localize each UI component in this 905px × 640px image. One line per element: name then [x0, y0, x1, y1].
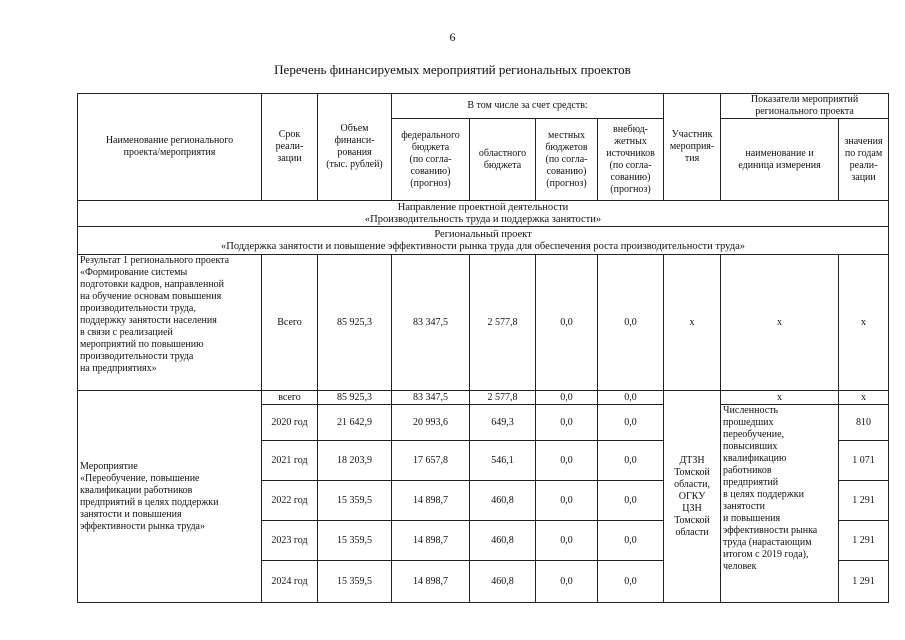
year-extra: 0,0 [598, 441, 664, 481]
year-federal: 17 657,8 [392, 441, 470, 481]
year-term: 2021 год [262, 441, 318, 481]
year-local: 0,0 [536, 405, 598, 441]
year-term: 2020 год [262, 405, 318, 441]
regional-project-line-1: Региональный проект [434, 228, 532, 240]
measure-indicator: Численность прошедших переобучение, повысивших квалификацию работников предприятий в целях поддержки занятости и повышения эффективности рынка труда (нарастающим итогом с 2019 года), человек [721, 405, 839, 603]
year-regional: 460,8 [470, 561, 536, 603]
document-title: Перечень финансируемых мероприятий региональных проектов [274, 62, 631, 77]
measure-participant: ДТЗН Томской области, ОГКУ ЦЗН Томской области [664, 391, 721, 603]
year-volume: 15 359,5 [318, 481, 392, 521]
year-value: 1 291 [839, 481, 889, 521]
measure-total-row [78, 391, 889, 405]
result-regional: 2 577,8 [470, 255, 536, 391]
result-federal: 83 347,5 [392, 255, 470, 391]
page-number: 6 [449, 30, 456, 44]
direction-line-1: Направление проектной деятельности [397, 201, 569, 213]
result-ind-name: x [721, 255, 839, 391]
header-participant: Участник мероприя- тия [664, 94, 721, 201]
year-volume: 18 203,9 [318, 441, 392, 481]
header-including: В том числе за счет средств: [392, 94, 664, 119]
result-row [78, 255, 889, 391]
regional-project-line-2: «Поддержка занятости и повышение эффективности рынка труда для обеспечения роста производительности труда» [221, 240, 745, 252]
header-extra: внебюд- жетных источников (по согла- сованию) (прогноз) [598, 119, 664, 201]
year-value: 1 291 [839, 521, 889, 561]
direction-line-2: «Производительность труда и поддержка занятости» [364, 213, 602, 225]
result-extra: 0,0 [598, 255, 664, 391]
measure-total-term: всего [262, 391, 318, 405]
year-local: 0,0 [536, 441, 598, 481]
year-value: 810 [839, 405, 889, 441]
year-local: 0,0 [536, 481, 598, 521]
header-row-1 [78, 94, 889, 119]
header-term: Срок реали- зации [262, 94, 318, 201]
measure-total-ind-value: x [839, 391, 889, 405]
year-extra: 0,0 [598, 521, 664, 561]
year-term: 2023 год [262, 521, 318, 561]
year-federal: 20 993,6 [392, 405, 470, 441]
year-regional: 546,1 [470, 441, 536, 481]
year-volume: 21 642,9 [318, 405, 392, 441]
year-volume: 15 359,5 [318, 561, 392, 603]
direction-cell [78, 201, 889, 227]
measure-total-volume: 85 925,3 [318, 391, 392, 405]
measure-total-extra: 0,0 [598, 391, 664, 405]
measure-total-ind-name: x [721, 391, 839, 405]
regional-project-row [78, 227, 889, 255]
direction-row [78, 201, 889, 227]
result-ind-value: x [839, 255, 889, 391]
header-volume: Объем финанси- рования (тыс. рублей) [318, 94, 392, 201]
result-volume: 85 925,3 [318, 255, 392, 391]
year-federal: 14 898,7 [392, 481, 470, 521]
year-federal: 14 898,7 [392, 521, 470, 561]
measure-total-regional: 2 577,8 [470, 391, 536, 405]
year-federal: 14 898,7 [392, 561, 470, 603]
result-local: 0,0 [536, 255, 598, 391]
year-extra: 0,0 [598, 481, 664, 521]
year-term: 2024 год [262, 561, 318, 603]
year-local: 0,0 [536, 521, 598, 561]
result-term: Всего [262, 255, 318, 391]
year-regional: 460,8 [470, 521, 536, 561]
year-volume: 15 359,5 [318, 521, 392, 561]
year-regional: 460,8 [470, 481, 536, 521]
year-value: 1 291 [839, 561, 889, 603]
measure-total-federal: 83 347,5 [392, 391, 470, 405]
header-ind-name: наименование и единица измерения [721, 119, 839, 201]
result-name: Результат 1 регионального проекта «Формирование системы подготовки кадров, направленной на обучение основам повышения производительности труда, поддержку занятости населения в связи с реализацией мероприятий по повышению производительности труда на предприятиях» [78, 255, 262, 391]
year-regional: 649,3 [470, 405, 536, 441]
year-term: 2022 год [262, 481, 318, 521]
measure-total-local: 0,0 [536, 391, 598, 405]
header-ind-values: значения по годам реали- зации [839, 119, 889, 201]
header-name: Наименование регионального проекта/мероприятия [78, 94, 262, 201]
header-regional: областного бюджета [470, 119, 536, 201]
header-local: местных бюджетов (по согла- сованию) (прогноз) [536, 119, 598, 201]
year-extra: 0,0 [598, 405, 664, 441]
header-federal: федерального бюджета (по согла- сованию) (прогноз) [392, 119, 470, 201]
header-indicators: Показатели мероприятий регионального проекта [721, 94, 889, 119]
year-local: 0,0 [536, 561, 598, 603]
projects-table [77, 93, 889, 603]
year-value: 1 071 [839, 441, 889, 481]
regional-project-cell [78, 227, 889, 255]
result-participant: x [664, 255, 721, 391]
measure-name: Мероприятие «Переобучение, повышение квалификации работников предприятий в целях поддержки занятости и повышения эффективности рынка труда» [78, 391, 262, 603]
year-extra: 0,0 [598, 561, 664, 603]
